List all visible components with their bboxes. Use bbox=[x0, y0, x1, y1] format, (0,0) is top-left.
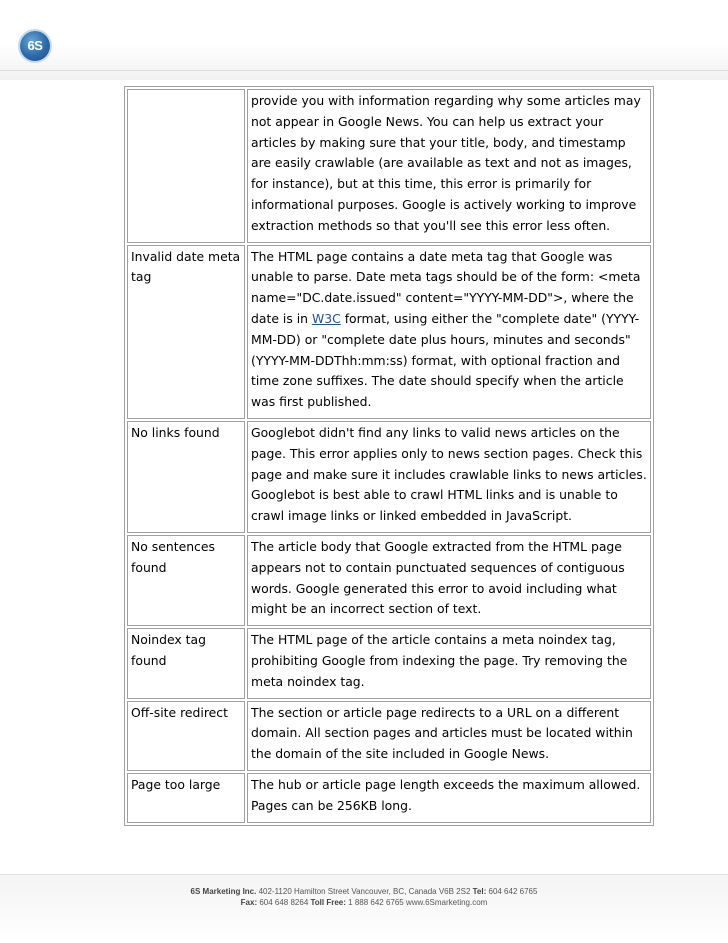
table-row bbox=[127, 701, 651, 771]
table-row bbox=[127, 89, 651, 243]
tel-number: 604 642 6765 bbox=[486, 887, 538, 896]
error-description: Googlebot didn't find any links to valid news articles on the page. This error applies only to news section pages. Check this page and make sure it includes crawlable links to news articles. Googlebot is best able to crawl HTML links and is unable to crawl image links or linked embedded in JavaScript. bbox=[247, 421, 651, 533]
footer-line-2 bbox=[0, 897, 728, 908]
table-row bbox=[127, 773, 651, 823]
errors-table bbox=[124, 86, 654, 826]
table-row bbox=[127, 628, 651, 698]
fax-label: Fax: bbox=[240, 898, 258, 907]
error-term: Off-site redirect bbox=[127, 701, 245, 771]
tel-label: Tel: bbox=[472, 887, 487, 896]
error-term: Page too large bbox=[127, 773, 245, 823]
logo-text: 6S bbox=[27, 38, 43, 53]
table-row bbox=[127, 245, 651, 419]
error-description: The article body that Google extracted from the HTML page appears not to contain punctuated sequences of contiguous words. Google generated this error to avoid including what might be an incorrect section of text. bbox=[247, 535, 651, 626]
error-description bbox=[247, 245, 651, 419]
tollfree-and-website: 1 888 642 6765 www.6Smarketing.com bbox=[345, 898, 488, 907]
w3c-link[interactable]: W3C bbox=[311, 310, 341, 326]
error-term: No links found bbox=[127, 421, 245, 533]
footer-line-1 bbox=[0, 886, 728, 897]
error-term: Invalid date meta tag bbox=[127, 245, 245, 419]
page-header bbox=[0, 0, 728, 80]
error-term: Noindex tag found bbox=[127, 628, 245, 698]
fax-number: 604 648 8264 bbox=[257, 898, 311, 907]
header-divider bbox=[0, 70, 728, 71]
description-text: format, using either the "complete date" (YYYY-MM-DD) or "complete date plus hours, minutes and seconds" (YYYY-MM-DDThh:mm:ss) format, with optional fraction and time zone suffixes. The date should specify when the article was first published. bbox=[251, 310, 640, 410]
description-text: The HTML page contains a date meta tag that Google was unable to parse. Date meta tags should be of the form: <meta name="DC.date.issued" content="YYYY-MM-DD">, where the date is in bbox=[251, 248, 641, 326]
company-logo bbox=[20, 31, 50, 61]
company-name: 6S Marketing Inc. bbox=[190, 887, 257, 896]
error-description: The HTML page of the article contains a meta noindex tag, prohibiting Google from indexing the page. Try removing the meta noindex tag. bbox=[247, 628, 651, 698]
error-description: The section or article page redirects to a URL on a different domain. All section pages and articles must be located within the domain of the site included in Google News. bbox=[247, 701, 651, 771]
table-row bbox=[127, 535, 651, 626]
company-address: 402-1120 Hamilton Street Vancouver, BC, Canada V6B 2S2 bbox=[256, 887, 473, 896]
footer-contact bbox=[0, 886, 728, 908]
error-term: No sentences found bbox=[127, 535, 245, 626]
table-row bbox=[127, 421, 651, 533]
tollfree-label: Toll Free: bbox=[310, 898, 346, 907]
error-description: provide you with information regarding why some articles may not appear in Google News. You can help us extract your articles by making sure that your title, body, and timestamp are easily crawlable (are available as text and not as images, for instance), but at this time, this error is primarily for informational purposes. Google is actively working to improve extraction methods so that you'll see this error less often. bbox=[247, 89, 651, 243]
error-description: The hub or article page length exceeds the maximum allowed. Pages can be 256KB long. bbox=[247, 773, 651, 823]
error-term bbox=[127, 89, 245, 243]
